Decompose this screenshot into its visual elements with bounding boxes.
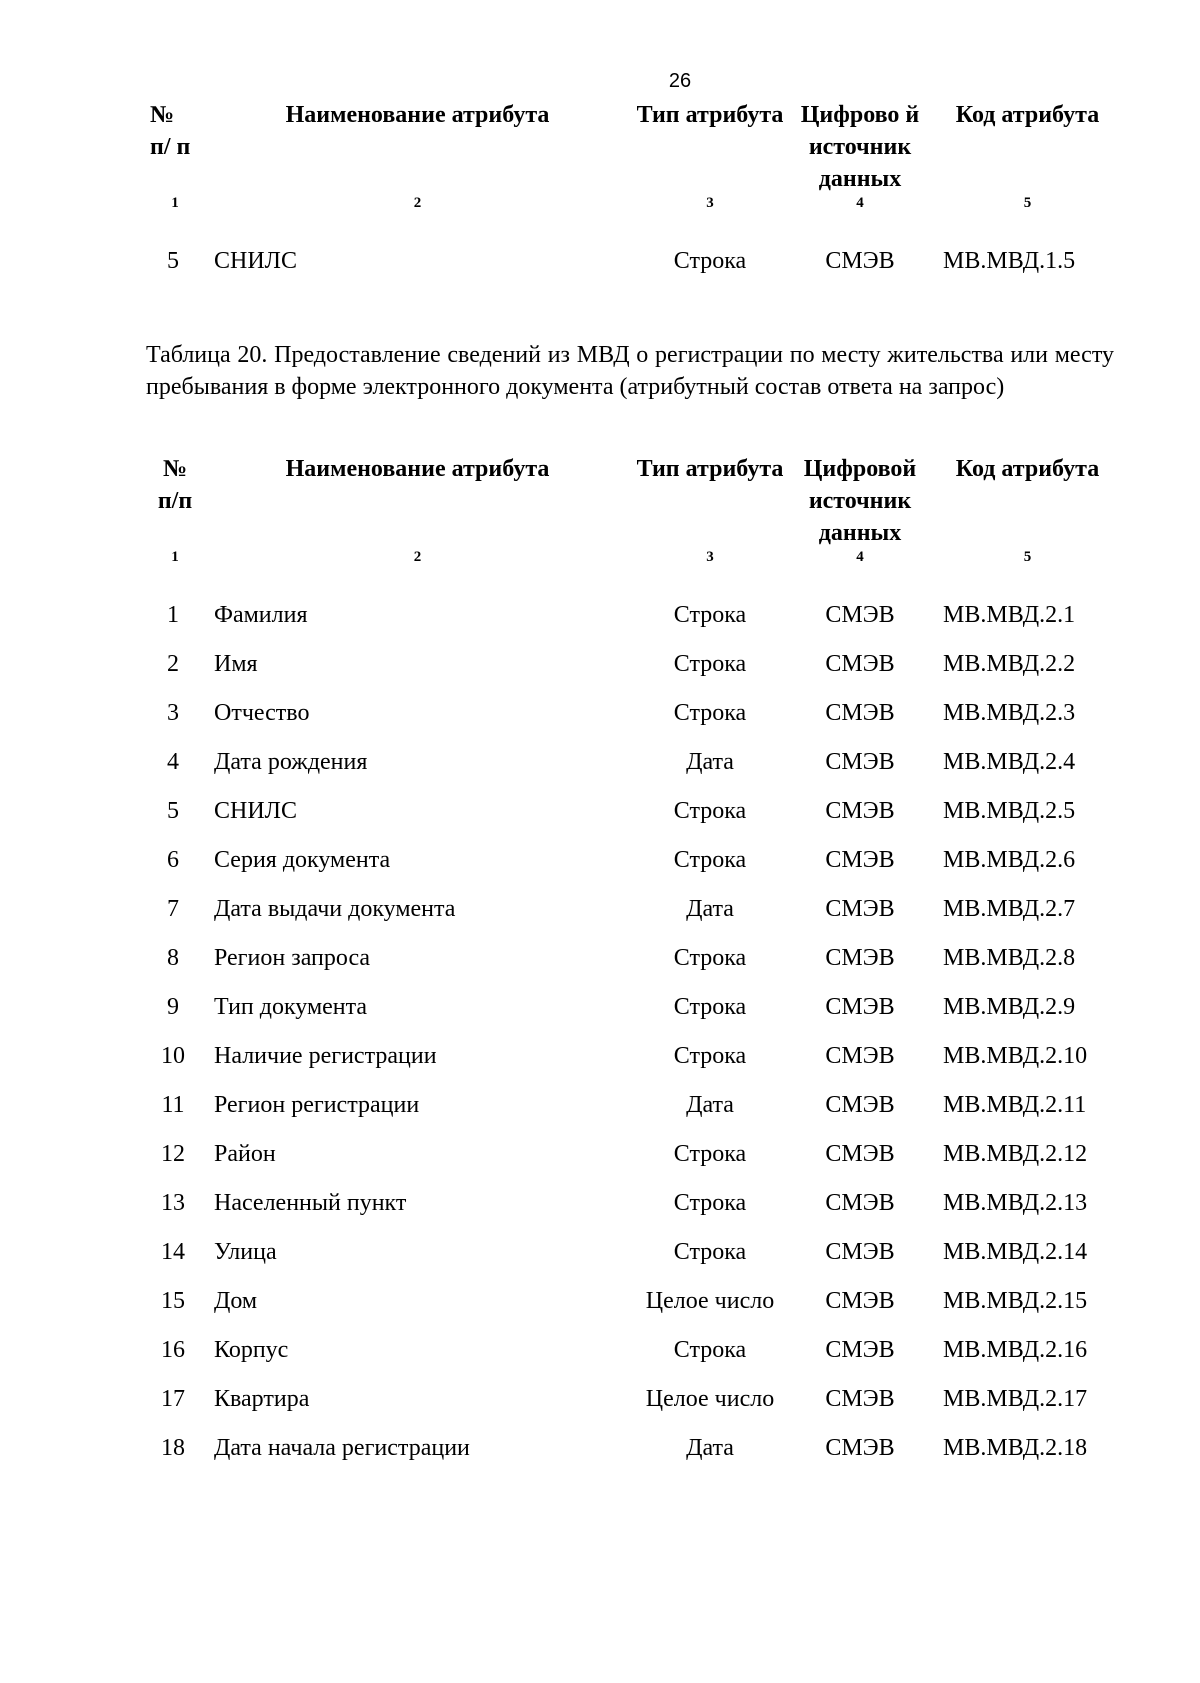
header-attribute-code: Код атрибута xyxy=(955,456,1100,482)
attribute-code: МВ.МВД.2.12 xyxy=(943,1141,1088,1167)
data-source: СМЭВ xyxy=(825,1386,895,1412)
attribute-name: Населенный пункт xyxy=(214,1190,407,1216)
attribute-code: МВ.МВД.2.1 xyxy=(943,602,1076,628)
table-header-row xyxy=(150,99,1120,195)
data-source: СМЭВ xyxy=(825,1043,895,1069)
data-source: СМЭВ xyxy=(825,1435,895,1461)
attribute-code: МВ.МВД.2.2 xyxy=(943,651,1076,677)
attribute-code: МВ.МВД.2.16 xyxy=(943,1337,1088,1363)
attribute-code: МВ.МВД.2.13 xyxy=(943,1190,1088,1216)
table-row xyxy=(150,893,1120,942)
data-source: СМЭВ xyxy=(825,847,895,873)
attribute-code: МВ.МВД.2.3 xyxy=(943,700,1076,726)
data-source: СМЭВ xyxy=(825,700,895,726)
data-source: СМЭВ xyxy=(825,798,895,824)
attribute-name: Квартира xyxy=(214,1386,310,1412)
header-number: № п/п xyxy=(157,456,193,514)
attribute-type: Дата xyxy=(686,1092,734,1118)
attribute-name: Регион запроса xyxy=(214,945,371,971)
column-number: 2 xyxy=(413,195,422,211)
attribute-name: Дата выдачи документа xyxy=(214,896,456,922)
table-row xyxy=(150,1089,1120,1138)
data-source: СМЭВ xyxy=(825,651,895,677)
table-row xyxy=(150,1285,1120,1334)
attribute-type: Строка xyxy=(673,1239,747,1265)
data-source: СМЭВ xyxy=(825,248,895,274)
table-row xyxy=(150,1432,1120,1481)
row-number: 13 xyxy=(161,1190,185,1216)
attribute-type: Дата xyxy=(686,1435,734,1461)
row-number: 7 xyxy=(167,896,179,922)
attribute-type: Целое число xyxy=(645,1288,775,1314)
attribute-code: МВ.МВД.2.5 xyxy=(943,798,1076,824)
attribute-name: Дата рождения xyxy=(214,749,368,775)
table-row xyxy=(150,844,1120,893)
table-row xyxy=(150,1187,1120,1236)
data-source: СМЭВ xyxy=(825,1190,895,1216)
attribute-code: МВ.МВД.2.9 xyxy=(943,994,1076,1020)
attribute-name: Регион регистрации xyxy=(214,1092,420,1118)
data-source: СМЭВ xyxy=(825,602,895,628)
attribute-type: Строка xyxy=(673,1337,747,1363)
row-number: 16 xyxy=(161,1337,185,1363)
data-source: СМЭВ xyxy=(825,994,895,1020)
attribute-name: Дата начала регистрации xyxy=(214,1435,470,1461)
attribute-type: Дата xyxy=(686,749,734,775)
attribute-name: Серия документа xyxy=(214,847,391,873)
attribute-table-continued xyxy=(150,99,1120,294)
header-number: № п/ п xyxy=(150,102,191,160)
row-number: 5 xyxy=(167,798,179,824)
attribute-name: Отчество xyxy=(214,700,310,726)
attribute-code: МВ.МВД.2.6 xyxy=(943,847,1076,873)
row-number: 12 xyxy=(161,1141,185,1167)
column-number: 5 xyxy=(1023,549,1032,565)
column-number: 2 xyxy=(413,549,422,565)
attribute-type: Строка xyxy=(673,798,747,824)
table-row xyxy=(150,942,1120,991)
table-row xyxy=(150,1040,1120,1089)
row-number: 5 xyxy=(167,248,179,274)
attribute-type: Строка xyxy=(673,1043,747,1069)
attribute-type: Строка xyxy=(673,248,747,274)
attribute-code: МВ.МВД.2.7 xyxy=(943,896,1076,922)
data-source: СМЭВ xyxy=(825,1141,895,1167)
attribute-type: Строка xyxy=(673,1141,747,1167)
row-number: 9 xyxy=(167,994,179,1020)
attribute-type: Строка xyxy=(673,945,747,971)
data-source: СМЭВ xyxy=(825,1288,895,1314)
attribute-name: Фамилия xyxy=(214,602,308,628)
table-row xyxy=(150,795,1120,844)
attribute-name: СНИЛС xyxy=(214,798,297,824)
header-attribute-code: Код атрибута xyxy=(955,102,1100,128)
attribute-code: МВ.МВД.2.8 xyxy=(943,945,1076,971)
column-numbers-row xyxy=(150,195,1120,245)
table-row xyxy=(150,245,1120,294)
data-source: СМЭВ xyxy=(825,945,895,971)
table-row xyxy=(150,991,1120,1040)
column-number: 3 xyxy=(706,549,714,565)
table-row xyxy=(150,648,1120,697)
row-number: 11 xyxy=(161,1092,185,1118)
row-number: 1 xyxy=(167,602,179,628)
column-number: 1 xyxy=(171,549,179,565)
attribute-type: Строка xyxy=(673,994,747,1020)
data-source: СМЭВ xyxy=(825,749,895,775)
row-number: 3 xyxy=(167,700,179,726)
attribute-name: Тип документа xyxy=(214,994,368,1020)
attribute-code: МВ.МВД.2.15 xyxy=(943,1288,1088,1314)
column-numbers-row xyxy=(150,549,1120,599)
table-row xyxy=(150,599,1120,648)
header-attribute-type: Тип атрибута xyxy=(636,102,784,128)
attribute-type: Строка xyxy=(673,1190,747,1216)
row-number: 4 xyxy=(167,749,179,775)
attribute-code: МВ.МВД.2.18 xyxy=(943,1435,1088,1461)
row-number: 15 xyxy=(161,1288,185,1314)
header-attribute-name: Наименование атрибута xyxy=(285,456,550,482)
attribute-code: МВ.МВД.2.17 xyxy=(943,1386,1088,1412)
attribute-code: МВ.МВД.2.14 xyxy=(943,1239,1088,1265)
attribute-type: Строка xyxy=(673,602,747,628)
attribute-type: Строка xyxy=(673,651,747,677)
attribute-name: СНИЛС xyxy=(214,248,297,274)
row-number: 2 xyxy=(167,651,179,677)
attribute-type: Строка xyxy=(673,847,747,873)
attribute-code: МВ.МВД.2.4 xyxy=(943,749,1076,775)
attribute-type: Дата xyxy=(686,896,734,922)
table-header-row xyxy=(150,453,1120,549)
attribute-name: Корпус xyxy=(214,1337,289,1363)
attribute-name: Район xyxy=(214,1141,276,1167)
column-number: 1 xyxy=(171,195,179,211)
attribute-name: Имя xyxy=(214,651,258,677)
header-attribute-type: Тип атрибута xyxy=(636,456,784,482)
attribute-name: Наличие регистрации xyxy=(214,1043,437,1069)
attribute-code: МВ.МВД.2.10 xyxy=(943,1043,1088,1069)
column-number: 4 xyxy=(856,549,864,565)
attribute-code: МВ.МВД.1.5 xyxy=(943,248,1076,274)
header-data-source: Цифрово й источник данных xyxy=(800,102,920,192)
page-number: 26 xyxy=(668,70,692,92)
table-row xyxy=(150,1236,1120,1285)
attribute-table-20 xyxy=(150,453,1120,1481)
row-number: 8 xyxy=(167,945,179,971)
attribute-type: Целое число xyxy=(645,1386,775,1412)
header-attribute-name: Наименование атрибута xyxy=(285,102,550,128)
attribute-name: Дом xyxy=(214,1288,258,1314)
row-number: 18 xyxy=(161,1435,185,1461)
attribute-type: Строка xyxy=(673,700,747,726)
column-number: 4 xyxy=(856,195,864,211)
data-source: СМЭВ xyxy=(825,896,895,922)
table-row xyxy=(150,1138,1120,1187)
row-number: 10 xyxy=(161,1043,185,1069)
table-body xyxy=(150,599,1120,1481)
header-data-source: Цифровой источник данных xyxy=(803,456,917,546)
row-number: 14 xyxy=(161,1239,185,1265)
attribute-name: Улица xyxy=(214,1239,277,1265)
data-source: СМЭВ xyxy=(825,1239,895,1265)
data-source: СМЭВ xyxy=(825,1092,895,1118)
table-caption: Таблица 20. Предоставление сведений из МВД о регистрации по месту жительства или месту пребывания в форме электронного документа (атрибутный состав ответа на запрос) xyxy=(146,342,1114,400)
table-row xyxy=(150,746,1120,795)
column-number: 5 xyxy=(1023,195,1032,211)
attribute-code: МВ.МВД.2.11 xyxy=(943,1092,1087,1118)
data-source: СМЭВ xyxy=(825,1337,895,1363)
row-number: 6 xyxy=(167,847,179,873)
table-row xyxy=(150,1334,1120,1383)
table-row xyxy=(150,697,1120,746)
column-number: 3 xyxy=(706,195,714,211)
row-number: 17 xyxy=(161,1386,185,1412)
table-row xyxy=(150,1383,1120,1432)
